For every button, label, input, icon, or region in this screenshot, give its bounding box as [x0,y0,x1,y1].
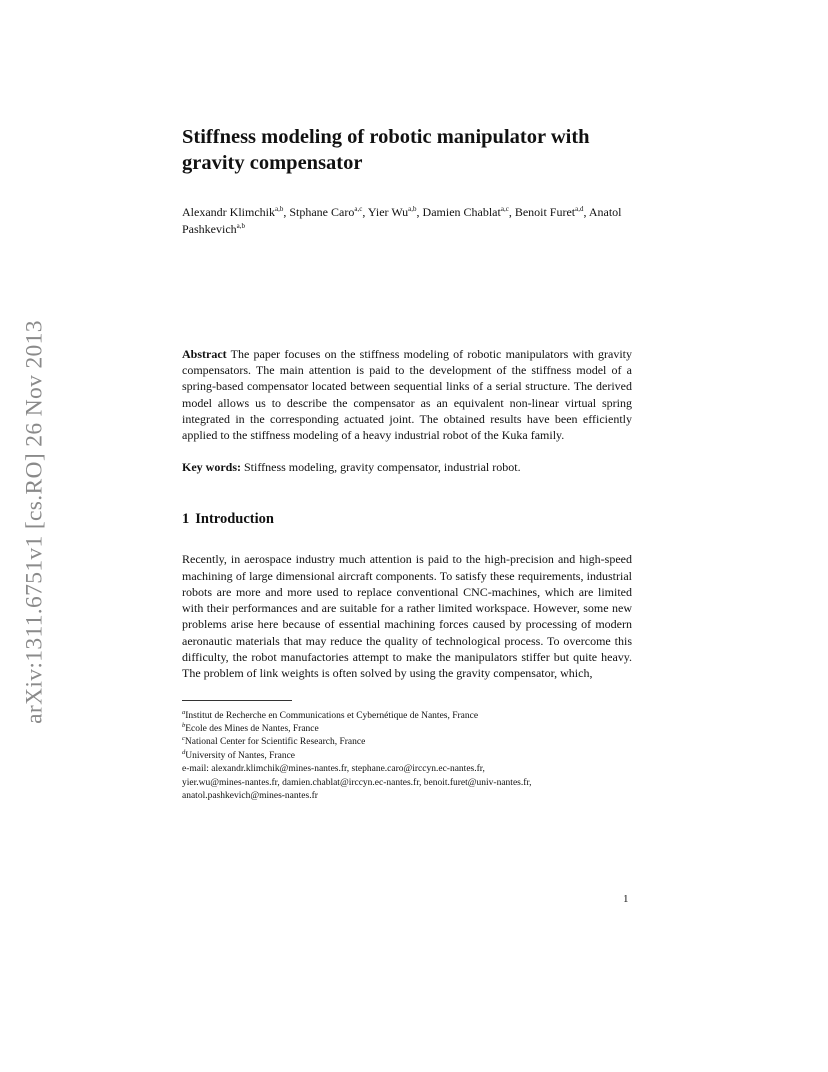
paper-title: Stiffness modeling of robotic manipulator with gravity compensator [182,126,590,174]
author: Damien Chablat$^{a,c}$, [422,205,515,219]
footnote [182,723,632,736]
author-name: Stphane Caro [289,205,355,219]
footnote-mark: a [182,708,186,716]
author: Yier Wu$^{a,b}$, [367,205,423,219]
section-title: Introduction [195,511,274,528]
arxiv-identifier-text: arXiv:1311.6751v1 [cs.RO] 26 Nov 2013 [21,320,48,724]
author-name: Benoit Furet [514,205,576,219]
author-affiliation: a,b [408,205,417,213]
author-name: Yier Wu [367,205,409,219]
abstract-label: Abstract [182,347,227,361]
footnote-text: National Center for Scientific Research, France [184,737,366,748]
introduction-paragraph: Recently, in aerospace industry much attention is paid to the high-precision and high-speed machining of large dimensional aircraft components. To satisfy these requirements, industrial robots are more and more used to replace conventional CNC-machines, which are limited with their performances and are suitable for a rather limited workspace. However, some new problems arise here because of essential machining forces caused by processing of modern aeronautic materials that may reduce the quality of technological process. To overcome this difficulty, the robot manufactories attempt to make the manipulators stiffer but quite heavy. The problem of link weights is often solved by using the gravity compensator, which, [182,552,632,681]
author: Alexandr Klimchik$^{a,b}$, [182,205,290,219]
footnote-mark: b [182,721,186,729]
footnote-text: Ecole des Mines de Nantes, France [185,724,319,734]
email-line: anatol.pashkevich@mines-nantes.fr [182,791,318,802]
author: Benoit Furet$^{a,d}$, [514,205,589,219]
email-line: yier.wu@mines-nantes.fr, damien.chablat@irccyn.ec-nantes.fr, benoit.furet@univ-nantes.fr, [182,777,532,788]
footnote [182,710,632,723]
page-number: 1 [623,893,629,905]
author-list [182,204,630,238]
page-content [182,124,632,803]
abstract [182,346,632,443]
footnote-mark: c [182,735,185,743]
author-name: Damien Chablat [422,205,501,219]
author-name: Anatol Pashkevich [182,205,622,236]
keywords [182,459,632,475]
author-name: Alexandr Klimchik [182,205,275,219]
author-affiliation: a,d [575,205,584,213]
author: Stphane Caro$^{a,c}$, [289,205,368,219]
footnote-text: Institut de Recherche en Communications et Cybernétique de Nantes, France [185,710,479,721]
section-heading [182,509,632,529]
footnote [182,736,632,749]
keywords-label: Key words: [182,460,241,475]
author-affiliation: a,b [236,222,246,230]
author-affiliation: a,b [274,205,284,213]
keywords-text: Stiffness modeling, gravity compensator, industrial robot. [244,460,521,475]
author-affiliation: a,c [354,205,363,213]
footnote-mark: d [182,748,186,756]
abstract-text: The paper focuses on the stiffness modeling of robotic manipulators with gravity compensators. The main attention is paid to the development of the stiffness model of a spring-based compensator located between sequential links of a serial structure. The derived model allows us to describe the compensator as an equivalent non-linear virtual spring integrated in the corresponding actuated joint. The obtained results have been efficiently applied to the stiffness modeling of a heavy industrial robot of the Kuka family. [182,347,632,443]
footnote-divider [182,700,292,701]
footnotes [182,710,632,804]
arxiv-identifier [22,286,48,758]
author-affiliation: a,c [500,205,509,213]
section-number: 1 [182,511,190,528]
email-line: e-mail: alexandr.klimchik@mines-nantes.fr, stephane.caro@irccyn.ec-nantes.fr, [182,764,485,775]
footnote [182,750,632,763]
footnote-text: University of Nantes, France [185,750,295,761]
